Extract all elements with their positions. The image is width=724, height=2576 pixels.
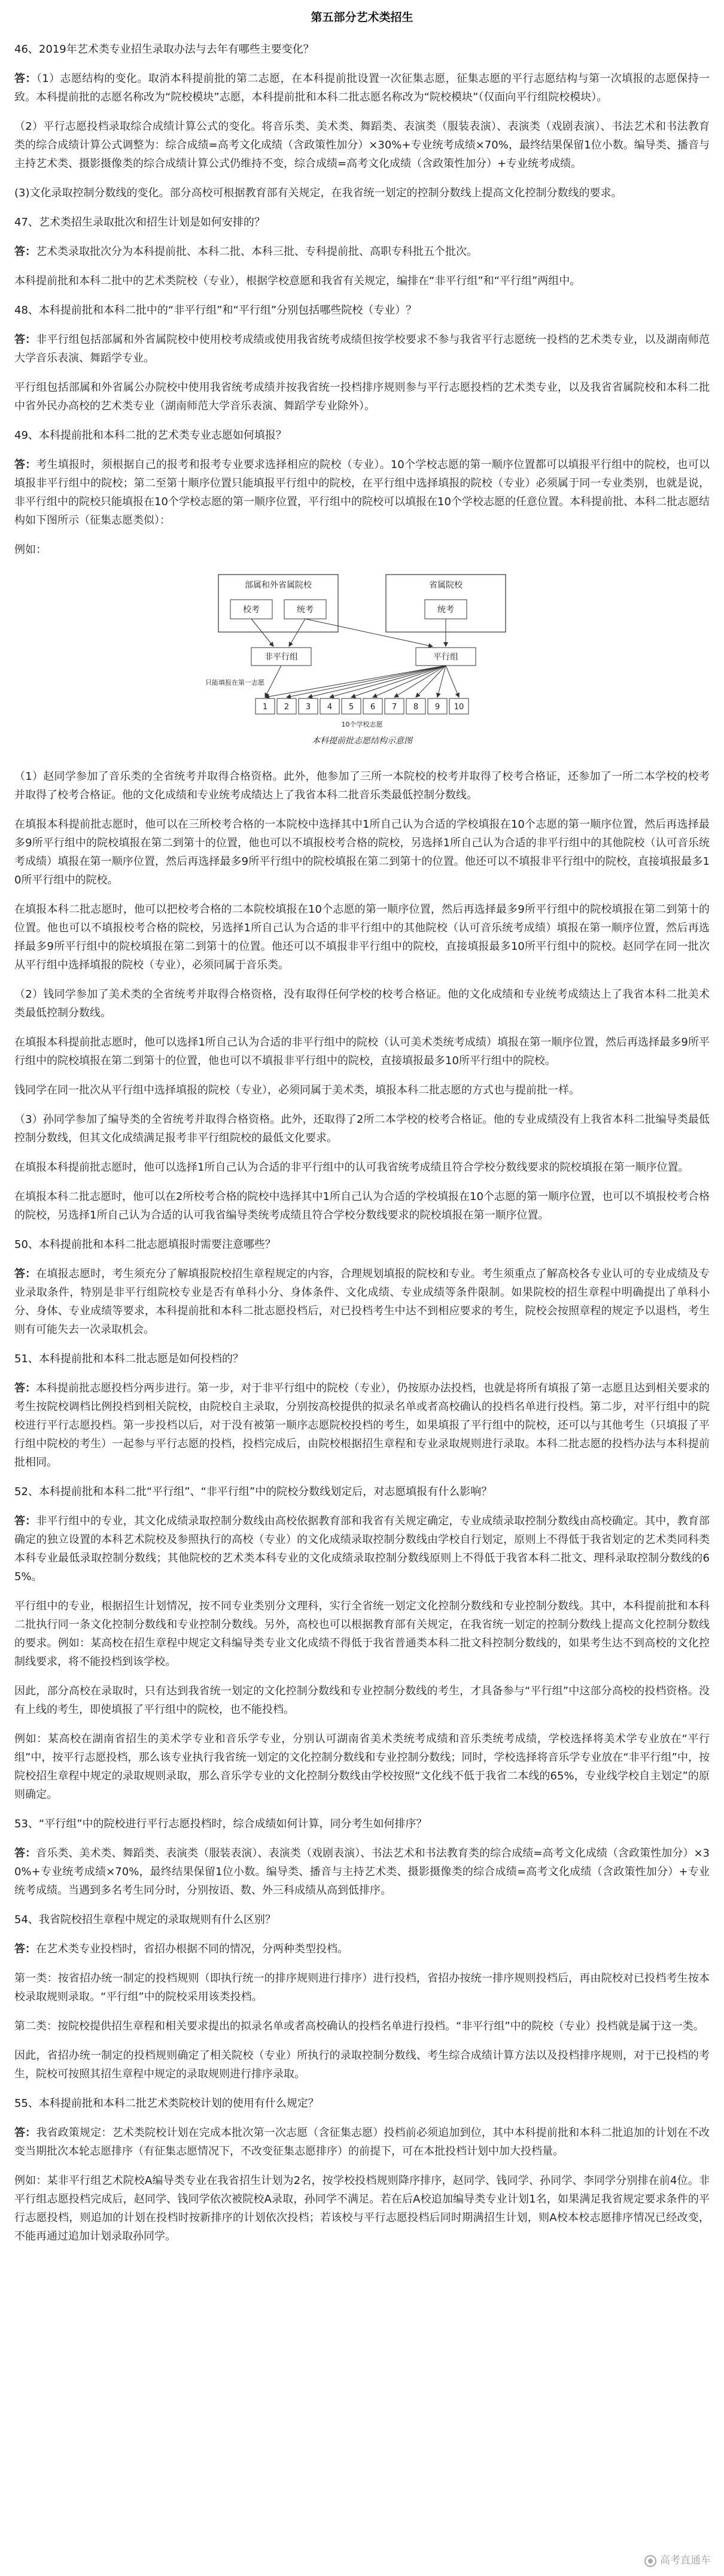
slot-number: 9 [434, 703, 440, 712]
group-left-label: 部属和外省属院校 [245, 581, 312, 590]
answer-label: 答： [14, 1943, 36, 1955]
answer-52-p2: 平行组中的专业，根据招生计划情况，按不同专业类别分文理科，实行全省统一划定文化控制分数线和专业控制分数线。其中，本科提前批和本科二批执行同一条文化控制分数线和专业控制分数线。另外，高校也可以根据教育部有关规定，在我省统一划定的控制分数线上提高文化控制分数线的要求。例如：某高校在招生章程中规定文科编导类专业文化成绩不得低于我省普通类本科二批文科控制分数线的，如果考生达不到高校的文化控制线要求，将不能投档到该学校。 [14, 1600, 710, 1668]
question-53: 53、“平行组”中的院校进行平行志愿投档时，综合成绩如何计算，同分考生如何排序？ [14, 1818, 427, 1830]
example-49-1: （1）赵同学参加了音乐类的全省统考并取得合格资格。此外，他参加了三所一本院校的校考并取得了校考合格证，还参加了一所二本学校的校考并取得了校考合格证。他的文化成绩和专业统考成绩达上了我省本科二批音乐类最低控制分数线。 [14, 770, 710, 801]
answer-49-p1: 答：考生填报时，须根据自己的报考和报考专业要求选择相应的院校（专业）。10个学校志愿的第一顺序位置都可以填报平行组中的院校，也可以填报非平行组中的院校；第二至第十顺序位置只能填报平行组中的院校，在平行组中选择填报的院校（专业）必须属于同一专业类别，也就是说，非平行组中的院校只能填报在10个学校志愿的第一顺序位置，平行组中的院校可以填报在10个学校志愿的任意位置。本科提前批、本科二批志愿结构如下图所示（征集志愿类似）： [14, 458, 710, 527]
arrow-parallel-to-slot [265, 666, 446, 697]
answer-54-p3: 第二类：按院校提供招生章程和相关要求提出的拟录名单或者高校确认的投档名单进行投档。“非平行组”中的院校（专业）投档就是属于这一类。 [14, 2020, 704, 2033]
question-50: 50、本科提前批和本科二批志愿填报时需要注意哪些？ [14, 1238, 276, 1251]
question-52: 52、本科提前批和本科二批“平行组”、“非平行组”中的院校分数线划定后，对志愿填报有什么影响？ [14, 1486, 492, 1498]
answer-label: 答： [14, 245, 36, 258]
slot-number: 3 [305, 703, 311, 712]
watermark [644, 2551, 711, 2570]
answer-53-p1: 答：音乐类、美术类、舞蹈类、表演类（服装表演）、表演类（戏剧表演）、书法艺术和书法教育类的综合成绩=高考文化成绩（含政策性加分）×30%+专业统考成绩×70%，最终结果保留1位小数。编导类、播音与主持艺术类、摄影摄像类的综合成绩=高考文化成绩（含政策性加分）+专业统考成绩。当遇到多名考生同分时，分别按语、数、外三科成绩从高到低排序。 [14, 1847, 710, 1897]
arrow-parallel-to-slot [308, 666, 446, 697]
group-right-label: 省属院校 [429, 581, 463, 590]
example-49-6: 钱同学在同一批次从平行组中选择填报的院校（专业），必须同属于美术类，填报本科二批志愿的方式也与提前批一样。 [14, 1084, 580, 1096]
example-49-8: 在填报本科提前批志愿时，他可以选择1所自己认为合适的非平行组中的认可我省统考成绩且符合学校分数线要求的院校填报在第一顺序位置。 [14, 1161, 689, 1174]
answer-label: 答： [14, 1268, 36, 1280]
question-51: 51、本科提前批和本科二批志愿是如何投档的？ [14, 1353, 244, 1365]
slot-number: 5 [348, 703, 354, 712]
answer-52-p4: 例如：某高校在湖南省招生的美术学专业和音乐学专业，分别认可湖南省美术类统考成绩和音乐类统考成绩，学校选择将美术学专业放在“平行组”中，按平行志愿投档，那么该专业执行我省统一划定的文化控制分数线和专业控制分数线；同时，学校选择将音乐学专业放在“非平行组”中，按院校招生章程中规定的录取规则录取，那么音乐学专业的文化控制分数线由学校按照“文化线不低于我省二本线的65%，专业线学校自主划定”的原则确定。 [14, 1733, 710, 1801]
answer-54-p1: 答：在艺术类专业投档时，省招办根据不同的情况，分两种类型投档。 [14, 1943, 348, 1955]
example-49-4: （2）钱同学参加了美术类的全省统考并取得合格资格，没有取得任何学校的校考合格证。他的文化成绩和专业统考成绩达上了我省本科二批美术类最低控制分数线。 [14, 988, 710, 1019]
answer-54-p2: 第一类：按省招办统一制定的投档规则（即执行统一的排序规则进行排序）进行投档，省招办按统一排序规则投档后，再由院校对已投档考生按本校录取规则录取。“平行组”中的院校采用该类投档。 [14, 1972, 710, 2003]
example-label: 例如： [14, 543, 47, 556]
arrow-unified-to-parallel [305, 619, 433, 646]
fan-lines [265, 666, 459, 697]
diagram-svg [194, 570, 530, 749]
example-49-7: （3）孙同学参加了编导类的全省统考并取得合格资格。此外，还取得了2所二本学校的校考合格证。他的专业成绩没有上我省本科二批编导类最低控制分数线，但其文化成绩满足报考非平行组院校的最低文化要求。 [14, 1113, 710, 1144]
answer-label: 答： [14, 333, 36, 346]
diagram-caption: 本科提前批志愿结构示意图 [312, 736, 412, 746]
answer-46-p2: （2）平行志愿投档录取综合成绩计算公式的变化。将音乐类、美术类、舞蹈类、表演类（服装表演）、表演类（戏剧表演）、书法艺术和书法教育类的综合成绩计算公式调整为：综合成绩=高考文化成绩（含政策性加分）×30%+专业统考成绩×70%，最终结果保留1位小数。编导类、播音与主持艺术类、摄影摄像类的综合成绩计算公式仍维持不变，综合成绩=高考文化成绩（含政策性加分）+专业统考成绩。 [14, 120, 710, 170]
answer-48-p1: 答：非平行组包括部属和外省属院校中使用校考成绩或使用我省统考成绩但按学校要求不参与我省平行志愿统一投档的艺术类专业，以及湖南师范大学音乐表演、舞蹈学专业。 [14, 333, 710, 364]
question-46: 46、2019年艺术类专业招生录取办法与去年有哪些主要变化？ [14, 43, 314, 56]
question-55: 55、本科提前批和本科二批艺术类院校计划的使用有什么规定？ [14, 2097, 319, 2110]
question-47: 47、艺术类招生录取批次和招生计划是如何安排的？ [14, 216, 265, 229]
arrow-school-to-nonparallel [251, 619, 273, 646]
arrow-unified-to-nonparallel [289, 619, 305, 646]
question-49: 49、本科提前批和本科二批的艺术类专业志愿如何填报？ [14, 429, 287, 442]
answer-46-p1: 答：（1）志愿结构的变化。取消本科提前批的第二志愿，在本科提前批设置一次征集志愿，征集志愿的平行志愿结构与第一次填报的志愿保持一致。本科提前批的志愿名称改为“院校模块”志愿，本科提前批和本科二批志愿名称改为“院校模块”（仅面向平行组院校模块）。 [14, 72, 710, 104]
answer-51-p1: 答：本科提前批志愿投档分两步进行。第一步，对于非平行组中的院校（专业），仍按原办法投档，也就是将所有填报了第一志愿且达到相关要求的考生按院校调档比例投档到相关院校，由院校自主录取，分别按高校提供的拟录名单或者高校确认的投档名单进行投档。第二步，对平行组中的院校进行平行志愿投档。第一步投档以后，对于没有被第一顺序志愿院校投档的考生，如果填报了平行组中的院校，还可以与其他考生（只填报了平行组中院校的考生）一起参与平行志愿的投档，投档完成后，由院校根据招生章程和专业录取规则进行录取。本科二批志愿的投档办法与本科提前批相同。 [14, 1382, 710, 1469]
slot-number: 10 [454, 703, 464, 712]
watermark-logo-icon [644, 2555, 656, 2567]
answer-55-p1: 答：我省政策规定：艺术类院校计划在完成本批次第一次志愿（含征集志愿）投档前必须追加到位，其中本科提前批和本科二批追加的计划在不改变当期批次本轮志愿排序（有征集志愿情况下，不改变征集志愿排序）的前提下，可在本批投档计划中加大投档量。 [14, 2127, 710, 2158]
arrow-parallel-to-slot [330, 666, 446, 697]
watermark-text: 高考直通车 [660, 2554, 711, 2566]
answer-47-p1: 答：艺术类录取批次分为本科提前批、本科二批、本科三批、专科提前批、高职专科批五个批次。 [14, 245, 477, 258]
answer-55-p2: 例如：某非平行组艺术院校A编导类专业在我省招生计划为2名，按学校投档规则降序排序，赵同学、钱同学、孙同学、李同学分别排在前4位。非平行组志愿投档完成后，赵同学、钱同学依次被院校A录取，孙同学不满足。若在后A校追加编导类专业计划1名，如果满足我省规定要求条件的平行志愿投档，则追加的计划在投档时按新排序的计划依次投档；若该校与平行志愿投档后同时期满招生计划，则A校本校志愿排序情况已经改变，不能再通过追加计划录取孙同学。 [14, 2174, 710, 2243]
example-49-5: 在填报本科提前批志愿时，他可以选择1所自己认为合适的非平行组中的院校（认可美术类统考成绩）填报在第一顺序位置，然后再选择最多9所平行组中的院校填报在第二到第十的位置，他也可以不填报非平行组中的院校，直接填报最多10所平行组中的院校。 [14, 1036, 710, 1067]
document-title: 第五部分艺术类招生 [311, 11, 413, 24]
answer-label: 答： [14, 458, 36, 471]
answer-48-p2: 平行组包括部属和外省属公办院校中使用我省统考成绩并按我省统一投档排序规则参与平行志愿投档的艺术类专业，以及我省省属院校和本科二批中省外民办高校的艺术类专业（湖南师范大学音乐表演、舞蹈学专业除外）。 [14, 381, 710, 412]
slot-number: 1 [262, 703, 268, 712]
arrow-parallel-to-slot [446, 666, 459, 697]
example-49-3: 在填报本科二批志愿时，他可以把校考合格的二本院校填报在10个志愿的第一顺序位置，然后再选择最多9所平行组中的院校填报在第二到第十的位置。他也可以不填报校考合格的院校，另选择1所自己认为合适的非平行组中的其他院校（认可音乐统考成绩）填报在第一顺序位置，然后再选择最多9所平行组中的院校填报在第二到第十的位置。他还可以不填报非平行组中的院校，直接填报最多10所平行组中的院校。赵同学在同一批次从平行组中选择填报的院校（专业），必须同属于音乐类。 [14, 903, 710, 971]
answer-47-p2: 本科提前批和本科二批中的艺术类院校（专业），根据学校意愿和我省有关规定，编排在“非平行组”和“平行组”两组中。 [14, 275, 581, 287]
answer-label: 答： [14, 1382, 36, 1395]
slot-number: 6 [370, 703, 376, 712]
slot-number: 4 [327, 703, 333, 712]
question-54: 54、我省院校招生章程中规定的录取规则有什么区别？ [14, 1913, 276, 1926]
answer-52-p3: 因此，部分高校在录取时，只有达到我省统一划定的文化控制分数线和专业控制分数线的考生，才具备参与“平行组”中这部分高校的投档资格。没有上线的考生，即使填报了平行组中的院校，也不能投档。 [14, 1685, 710, 1716]
unified-exam-right-label: 统考 [437, 605, 454, 615]
slot-number: 2 [284, 703, 290, 712]
answer-54-p4: 因此，省招办统一制定的投档规则确定了相关院校（专业）所执行的录取控制分数线、考生综合成绩计算方法以及投档排序规则，对于已投档的考生，院校可按照其招生章程中规定的录取规则进行排序录取。 [14, 2049, 710, 2080]
answer-label: 答： [14, 2127, 36, 2139]
arrow-nonparallel-to-slot [265, 666, 281, 697]
school-exam-label: 校考 [243, 605, 260, 615]
arrow-parallel-to-slot [373, 666, 446, 697]
volunteer-structure-diagram [14, 570, 710, 755]
slots-label: 10个学校志愿 [341, 721, 383, 728]
answer-label: 答： [14, 1515, 36, 1527]
parallel-label: 平行组 [433, 652, 458, 662]
unified-exam-left-label: 统考 [297, 605, 314, 615]
volunteer-slots [255, 698, 469, 714]
answer-52-p1: 答：非平行组中的专业，其文化成绩录取控制分数线由高校依据教育部和我省有关规定确定，专业成绩录取控制分数线由高校确定。其中，教育部确定的独立设置的本科艺术院校及参照执行的高校（专业）的文化成绩录取控制分数线由学校自行划定，原则上不得低于我省划定的艺术类同科类本科专业最低录取控制分数线；其他院校的艺术类本科专业的文化成绩录取控制分数线原则上不得低于我省本科二批文、理科录取控制分数线的65%。 [14, 1515, 710, 1583]
nonparallel-label: 非平行组 [264, 652, 298, 662]
example-49-9: 在填报本科二批志愿时，他可以在2所校考合格的院校中选择其中1所自己认为合适的学校填报在10个志愿的第一顺序位置，也可以不填报校考合格的院校，另选择1所自己认为合适的认可我省编导类统考成绩且符合学校分数线要求的院校填报在第一顺序位置。 [14, 1190, 710, 1222]
example-49-2: 在填报本科提前批志愿时，他可以在三所校考合格的一本院校中选择其中1所自己认为合适的学校填报在10个志愿的第一顺序位置，然后再选择最多9所平行组中的院校填报在第二到第十的位置，他也可以不填报校考合格的院校，另选择1所自己认为合适的非平行组中的其他院校（认可音乐统考成绩）填报在第一顺序位置，然后再选择最多9所平行组中的院校填报在第二到第十的位置。他还可以不填报非平行组中的院校，直接填报最多10所平行组中的院校。 [14, 818, 710, 886]
answer-label: 答： [14, 1847, 36, 1860]
nonparallel-note: 只能填报在第一志愿 [205, 679, 264, 686]
answer-50-p1: 答：在填报志愿时，考生须充分了解填报院校招生章程规定的内容，合理规划填报的院校和专业。考生须重点了解高校各专业认可的专业成绩及专业录取条件，特别是非平行组院校专业是否有单科小分、身体条件、文化成绩、专业成绩等条件限制。如果院校的招生章程中明确提出了单科小分、身体、专业成绩等要求，本科提前批和本科二批志愿投档后，对已投档考生中达不到相应要求的考生，院校会按照章程的规定予以退档，考生则有可能失去一次录取机会。 [14, 1268, 710, 1336]
question-48: 48、本科提前批和本科二批中的“非平行组”和“平行组”分别包括哪些院校（专业）？ [14, 304, 417, 317]
slot-number: 7 [391, 703, 397, 712]
slot-number: 8 [413, 703, 419, 712]
answer-label: 答： [14, 72, 36, 85]
answer-46-p3: (3)文化录取控制分数线的变化。部分高校可根据教育部有关规定，在我省统一划定的控制分数线上提高文化控制分数线的要求。 [14, 187, 622, 199]
